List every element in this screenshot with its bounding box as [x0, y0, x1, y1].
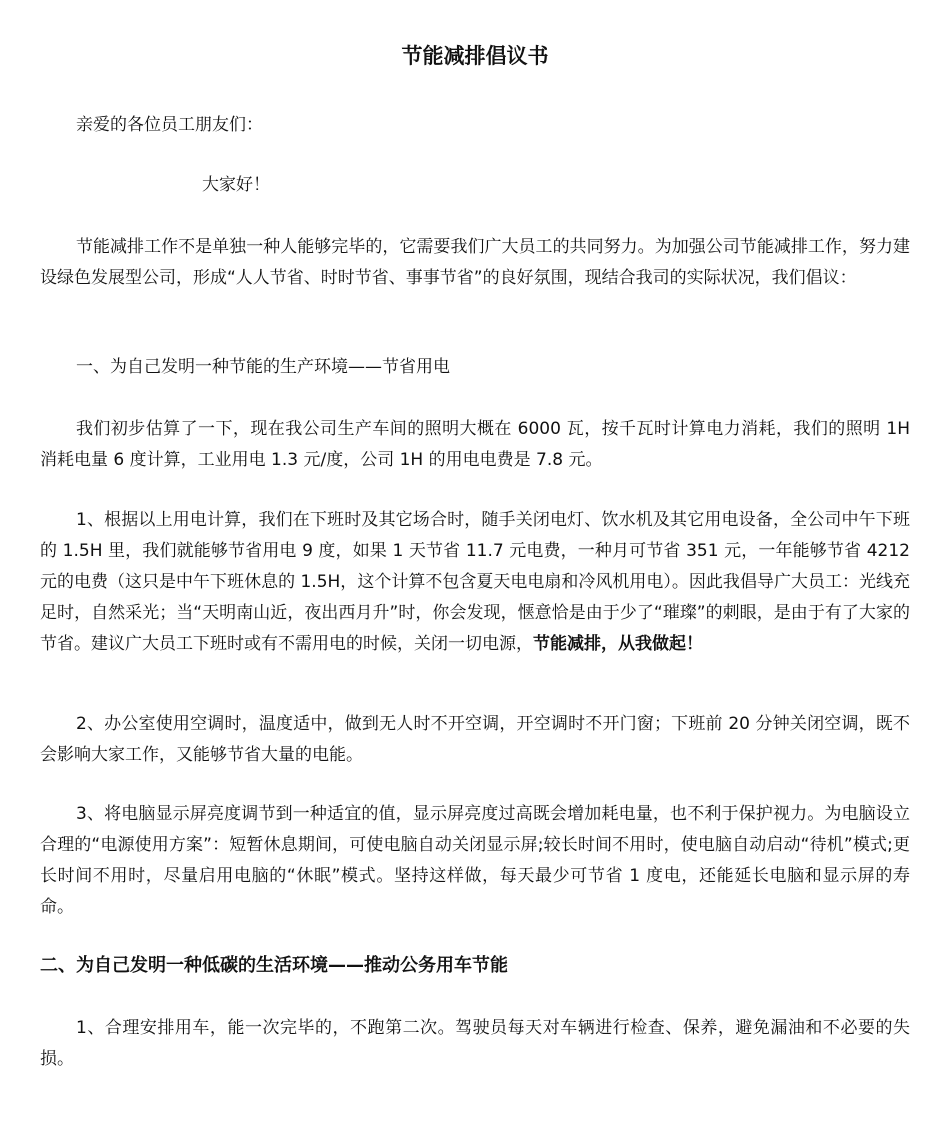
greeting: 大家好！: [202, 175, 270, 195]
section-1-item-2: 2、办公室使用空调时，温度适中，做到无人时不开空调，开空调时不开门窗；下班前 20 分钟关闭空调，既不会影响大家工作，又能够节省大量的电能。: [40, 714, 910, 765]
section-1-item-1-emphasis: 节能减排，从我做起！: [533, 634, 703, 654]
salutation: 亲爱的各位员工朋友们：: [76, 115, 263, 135]
document-title: 节能减排倡议书: [401, 44, 549, 68]
section-2-heading: 二、为自己发明一种低碳的生活环境——推动公务用车节能: [40, 955, 508, 976]
section-1-item-3: 3、将电脑显示屏亮度调节到一种适宜的值，显示屏亮度过高既会增加耗电量，也不利于保护视力。为电脑设立合理的“电源使用方案”：短暂休息期间，可使电脑自动关闭显示屏;较长时间不用时，使电脑自动启动“待机”模式;更长时间不用时，尽量启用电脑的“休眠”模式。坚持这样做，每天最少可节省 1 度电，还能延长电脑和显示屏的寿命。: [40, 804, 910, 917]
section-2-item-1: 1、合理安排用车，能一次完毕的，不跑第二次。驾驶员每天对车辆进行检查、保养，避免漏油和不必要的失损。: [40, 1018, 910, 1069]
section-1-item-1-text: 1、根据以上用电计算，我们在下班时及其它场合时，随手关闭电灯、饮水机及其它用电设备，全公司中午下班的 1.5H 里，我们就能够节省用电 9 度，如果 1 天节省 11.7 元电费，一种月可节省 351 元，一年能够节省 4212 元的电费（这只是中午下班休息的 1.5H，这个计算不包含夏天电电扇和冷风机用电）。因此我倡导广大员工：光线充足时，自然采光；当“天明南山近，夜出西月升”时，你会发现，惬意恰是由于少了“璀璨”的刺眼，是由于有了大家的节省。建议广大员工下班时或有不需用电的时候，关闭一切电源，: [40, 510, 910, 654]
section-1-item-1: [40, 505, 910, 660]
section-1-intro-paragraph: 我们初步估算了一下，现在我公司生产车间的照明大概在 6000 瓦，按千瓦时计算电力消耗，我们的照明 1H 消耗电量 6 度计算，工业用电 1.3 元/度，公司 1H 的用电电费是 7.8 元。: [40, 419, 910, 470]
section-1-heading: 一、为自己发明一种节能的生产环境——节省用电: [76, 357, 450, 377]
intro-paragraph: 节能减排工作不是单独一种人能够完毕的，它需要我们广大员工的共同努力。为加强公司节能减排工作，努力建设绿色发展型公司，形成“人人节省、时时节省、事事节省”的良好氛围，现结合我司的实际状况，我们倡议：: [40, 237, 910, 288]
